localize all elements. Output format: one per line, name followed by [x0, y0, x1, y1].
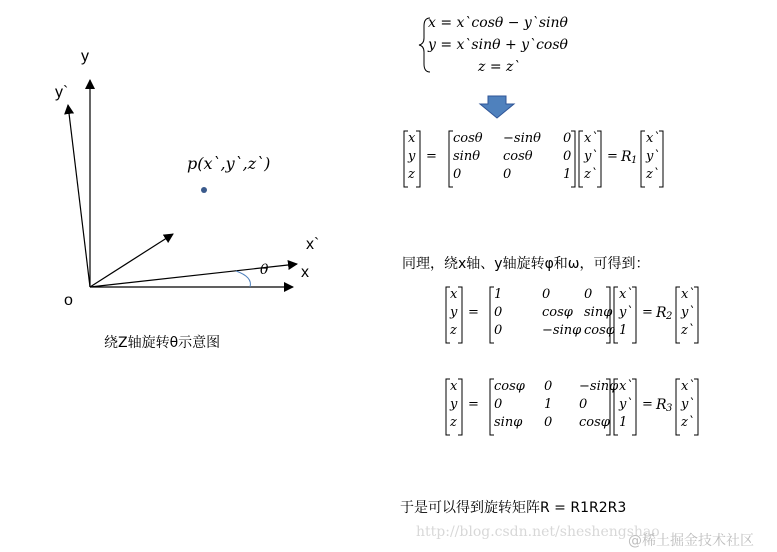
- matrix-cell: 0: [453, 167, 462, 182]
- equation-y: y = x`sinθ + y`cosθ: [428, 37, 568, 53]
- lhs-vector-entry: z: [450, 415, 457, 430]
- rotated-vector-entry: y`: [584, 149, 598, 164]
- matrix-cell: cosθ: [503, 149, 533, 164]
- matrix-cell: −sinθ: [503, 131, 541, 146]
- rotated-vector-entry: y`: [619, 305, 633, 320]
- lhs-vector-entry: z: [408, 167, 415, 182]
- lhs-vector-entry: x: [408, 131, 416, 146]
- matrix-cell: 0: [544, 415, 553, 430]
- matrix-cell: cosφ: [494, 379, 525, 394]
- rotated-vector-entry: z`: [584, 167, 598, 182]
- matrix-cell: 0: [494, 323, 503, 338]
- matrix-cell: 0: [542, 287, 551, 302]
- lhs-vector-entry: y: [408, 149, 416, 164]
- lhs-vector-entry: y: [450, 397, 458, 412]
- lhs-vector-entry: x: [450, 287, 458, 302]
- matrix-brackets: [404, 18, 698, 435]
- rotation-matrix-index: 1: [631, 155, 638, 166]
- matrix-cell: cosφ: [579, 415, 610, 430]
- rotated-vector-entry: x`: [584, 131, 598, 146]
- point-p: [201, 187, 207, 193]
- matrix-cell: 0: [584, 287, 593, 302]
- rotation-matrix-index: 3: [666, 403, 673, 414]
- equals-sign: =: [642, 397, 653, 412]
- matrix-cell: 0: [494, 397, 503, 412]
- equals-sign: =: [426, 149, 437, 164]
- final-result-text: 于是可以得到旋转矩阵R = R1R2R3: [400, 500, 627, 516]
- equals-sign: =: [607, 149, 618, 164]
- matrix-cell: cosφ: [542, 305, 573, 320]
- rotation-matrix-name: R: [621, 149, 632, 165]
- matrix-cell: cosθ: [453, 131, 483, 146]
- lhs-vector-entry: x: [450, 379, 458, 394]
- rhs-vector-entry: x`: [646, 131, 660, 146]
- matrix-cell: 0: [563, 131, 572, 146]
- equation-x: x = x`cosθ − y`sinθ: [428, 15, 568, 31]
- rotated-vector-entry: y`: [619, 397, 633, 412]
- rotation-matrix-name: R: [656, 397, 667, 413]
- rotation-matrix-name: R: [656, 305, 667, 321]
- rotated-vector-entry: 1: [619, 415, 628, 430]
- watermark-url: http://blog.csdn.net/sheshengshao: [416, 524, 660, 540]
- x-rot-axis-label: x`: [306, 236, 320, 253]
- matrix-cell: −sinφ: [542, 323, 582, 338]
- same-rotation-text: 同理，绕x轴、y轴旋转φ和ω，可得到：: [402, 256, 650, 272]
- matrix-cell: sinφ: [584, 305, 613, 320]
- equation-z: z = z`: [478, 59, 521, 75]
- x-axis-label: x: [301, 264, 309, 281]
- rhs-vector-entry: x`: [681, 379, 695, 394]
- y-axis-label: y: [81, 48, 89, 65]
- matrix-cell: 0: [579, 397, 588, 412]
- matrix-cell: 0: [563, 149, 572, 164]
- y-rot-axis-label: y`: [55, 84, 69, 101]
- equals-sign: =: [642, 305, 653, 320]
- point-label: p(x`,y`,z`): [187, 154, 271, 173]
- rotated-vector-entry: 1: [619, 323, 628, 338]
- matrix-cell: 1: [544, 397, 553, 412]
- rhs-vector-entry: z`: [646, 167, 660, 182]
- matrix-cell: 0: [544, 379, 553, 394]
- y-rot-axis: [68, 105, 90, 287]
- origin-label: o: [64, 292, 73, 309]
- matrix-cell: 1: [563, 167, 572, 182]
- rotated-vector-entry: x`: [619, 379, 633, 394]
- watermark-logo: @稀土掘金技术社区: [628, 533, 754, 549]
- matrix-cell: 0: [503, 167, 512, 182]
- rhs-vector-entry: y`: [681, 305, 695, 320]
- matrix-cell: 1: [494, 287, 503, 302]
- down-arrow-icon: [480, 96, 514, 118]
- matrix-cell: sinθ: [453, 149, 481, 164]
- figure-caption: 绕Z轴旋转θ示意图: [104, 335, 221, 351]
- angle-label: θ: [260, 262, 269, 278]
- rhs-vector-entry: y`: [646, 149, 660, 164]
- matrix-cell: cosφ: [584, 323, 615, 338]
- equals-sign: =: [468, 397, 479, 412]
- rhs-vector-entry: x`: [681, 287, 695, 302]
- equals-sign: =: [468, 305, 479, 320]
- lhs-vector-entry: y: [450, 305, 458, 320]
- rhs-vector-entry: y`: [681, 397, 695, 412]
- rhs-vector-entry: z`: [681, 415, 695, 430]
- rotation-matrix-index: 2: [666, 311, 673, 322]
- rotated-vector-entry: x`: [619, 287, 633, 302]
- angle-arc: [236, 271, 250, 287]
- lhs-vector-entry: z: [450, 323, 457, 338]
- matrix-cell: sinφ: [494, 415, 523, 430]
- matrix-cell: −sinφ: [579, 379, 619, 394]
- rhs-vector-entry: z`: [681, 323, 695, 338]
- matrix-cell: 0: [494, 305, 503, 320]
